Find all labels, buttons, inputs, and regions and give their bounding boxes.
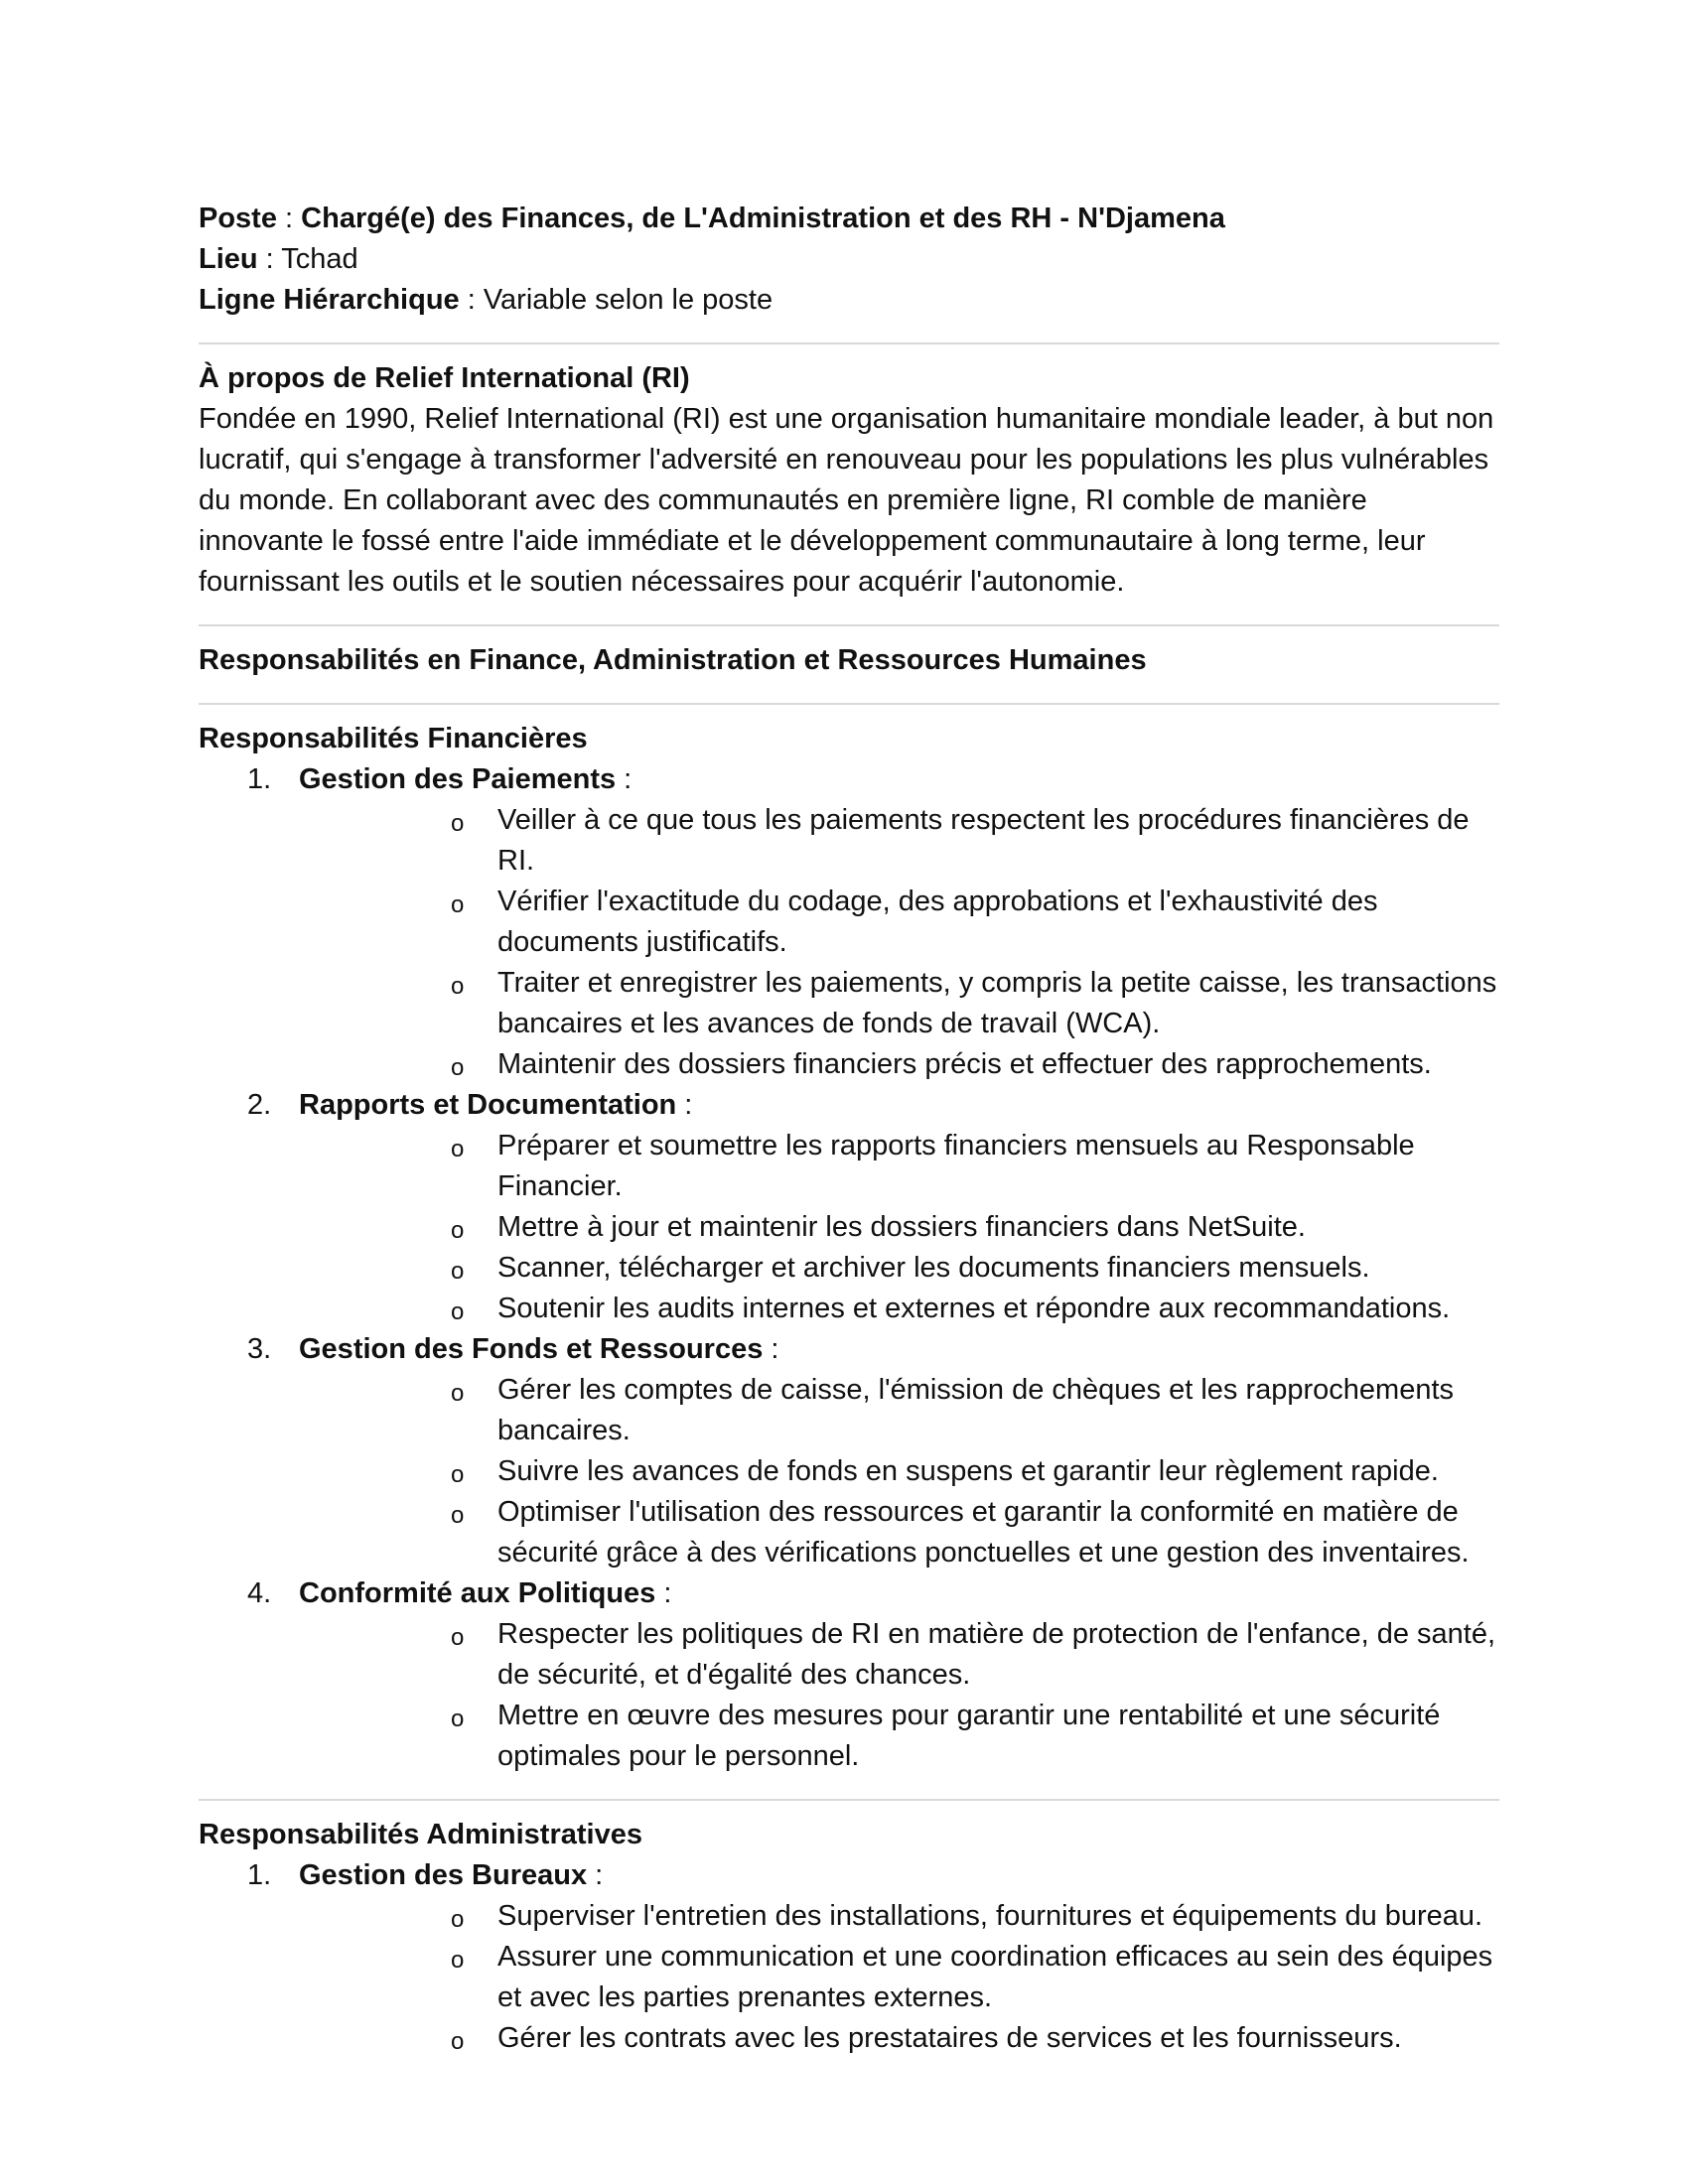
list-item: [199, 1573, 1499, 1777]
bullet-text: Mettre en œuvre des mesures pour garantir une rentabilité et une sécurité optimales pour le personnel.: [497, 1700, 1441, 1772]
bullet-list: [299, 1614, 1499, 1777]
bullet-icon: o: [451, 2028, 465, 2055]
bullet-item: [299, 1451, 1499, 1492]
job-header: [199, 199, 1499, 321]
ligne-separator: :: [459, 284, 484, 316]
lieu-line: [199, 239, 1499, 280]
item-title: Gestion des Bureaux: [299, 1859, 588, 1891]
bullet-list: [299, 1896, 1499, 2059]
lieu-separator: :: [257, 243, 282, 275]
bullet-item: [299, 1614, 1499, 1696]
item-title: Conformité aux Politiques: [299, 1577, 656, 1609]
item-suffix: :: [655, 1577, 672, 1609]
item-number: 1.: [247, 763, 272, 795]
bullet-icon: o: [451, 1380, 465, 1407]
bullet-icon: o: [451, 1906, 465, 1933]
bullet-text: Superviser l'entretien des installations, fournitures et équipements du bureau.: [497, 1900, 1483, 1932]
bullet-text: Maintenir des dossiers financiers précis et effectuer des rapprochements.: [497, 1048, 1432, 1080]
bullet-text: Soutenir les audits internes et externes et répondre aux recommandations.: [497, 1293, 1451, 1324]
bullet-list: [299, 800, 1499, 1085]
bullet-list: [299, 1370, 1499, 1573]
item-suffix: :: [616, 763, 633, 795]
lieu-value: Tchad: [281, 243, 358, 275]
bullet-item: [299, 1207, 1499, 1248]
divider: [199, 342, 1499, 344]
bullet-icon: o: [451, 1706, 465, 1732]
list-item: [199, 1329, 1499, 1573]
bullet-text: Optimiser l'utilisation des ressources et garantir la conformité en matière de sécurité grâce à des vérifications ponctuelles et une gestion des inventaires.: [497, 1496, 1470, 1569]
about-text: Fondée en 1990, Relief International (RI) est une organisation humanitaire mondiale leader, à but non lucratif, qui s'engage à transformer l'adversité en renouveau pour les populations les plus vulnérables du monde. En collaborant avec des communautés en première ligne, RI comble de manière innovante le fossé entre l'aide immédiate et le développement communautaire à long terme, leur fournissant les outils et le soutien nécessaires pour acquérir l'autonomie.: [199, 403, 1494, 598]
bullet-text: Scanner, télécharger et archiver les documents financiers mensuels.: [497, 1252, 1370, 1284]
bullet-item: [299, 1044, 1499, 1085]
poste-label: Poste: [199, 203, 277, 234]
bullet-text: Gérer les comptes de caisse, l'émission de chèques et les rapprochements bancaires.: [497, 1374, 1455, 1446]
bullet-icon: o: [451, 1217, 465, 1244]
ligne-value: Variable selon le poste: [483, 284, 774, 316]
item-suffix: :: [676, 1089, 693, 1121]
admin-list: [199, 1855, 1499, 2059]
poste-value: Chargé(e) des Finances, de L'Administration et des RH - N'Djamena: [301, 203, 1225, 234]
divider: [199, 703, 1499, 705]
ligne-line: [199, 280, 1499, 321]
bullet-item: [299, 1248, 1499, 1289]
bullet-text: Gérer les contrats avec les prestataires de services et les fournisseurs.: [497, 2022, 1402, 2054]
item-title: Gestion des Paiements: [299, 763, 617, 795]
admin-title: Responsabilités Administratives: [199, 1819, 642, 1850]
lieu-label: Lieu: [199, 243, 258, 275]
bullet-item: [299, 800, 1499, 882]
bullet-icon: o: [451, 1502, 465, 1529]
admin-section: [199, 1815, 1499, 2059]
bullet-icon: o: [451, 1947, 465, 1974]
bullet-icon: o: [451, 1298, 465, 1325]
bullet-text: Respecter les politiques de RI en matière de protection de l'enfance, de santé, de sécurité, et d'égalité des chances.: [497, 1618, 1496, 1691]
bullet-icon: o: [451, 891, 465, 918]
bullet-text: Vérifier l'exactitude du codage, des approbations et l'exhaustivité des documents justificatifs.: [497, 886, 1378, 958]
item-number: 4.: [247, 1577, 272, 1609]
bullet-item: [299, 1896, 1499, 1937]
bullet-icon: o: [451, 1258, 465, 1285]
poste-line: [199, 199, 1499, 239]
list-item: [199, 1855, 1499, 2059]
bullet-item: [299, 1370, 1499, 1451]
bullet-item: [299, 1289, 1499, 1329]
item-suffix: :: [763, 1333, 779, 1365]
bullet-icon: o: [451, 1054, 465, 1081]
bullet-item: [299, 882, 1499, 963]
bullet-item: [299, 1937, 1499, 2018]
financial-list: [199, 759, 1499, 1777]
bullet-text: Préparer et soumettre les rapports financiers mensuels au Responsable Financier.: [497, 1130, 1415, 1202]
about-title: À propos de Relief International (RI): [199, 362, 690, 394]
bullet-item: [299, 1696, 1499, 1777]
item-number: 3.: [247, 1333, 272, 1365]
bullet-icon: o: [451, 810, 465, 837]
item-title: Rapports et Documentation: [299, 1089, 677, 1121]
bullet-text: Suivre les avances de fonds en suspens et garantir leur règlement rapide.: [497, 1455, 1439, 1487]
bullet-item: [299, 2018, 1499, 2059]
divider: [199, 1799, 1499, 1801]
document-page: [199, 199, 1499, 2059]
poste-separator: :: [276, 203, 302, 234]
ligne-label: Ligne Hiérarchique: [199, 284, 460, 316]
bullet-text: Veiller à ce que tous les paiements respectent les procédures financières de RI.: [497, 804, 1470, 877]
item-suffix: :: [587, 1859, 604, 1891]
bullet-list: [299, 1126, 1499, 1329]
responsibilities-heading: Responsabilités en Finance, Administration et Ressources Humaines: [199, 644, 1147, 676]
list-item: [199, 759, 1499, 1085]
bullet-icon: o: [451, 973, 465, 1000]
divider: [199, 624, 1499, 626]
list-item: [199, 1085, 1499, 1329]
item-number: 2.: [247, 1089, 272, 1121]
financial-title: Responsabilités Financières: [199, 723, 588, 754]
bullet-icon: o: [451, 1136, 465, 1162]
financial-section: [199, 719, 1499, 1777]
bullet-item: [299, 1492, 1499, 1573]
bullet-icon: o: [451, 1624, 465, 1651]
item-title: Gestion des Fonds et Ressources: [299, 1333, 764, 1365]
bullet-text: Mettre à jour et maintenir les dossiers financiers dans NetSuite.: [497, 1211, 1306, 1243]
bullet-icon: o: [451, 1461, 465, 1488]
bullet-item: [299, 1126, 1499, 1207]
about-section: [199, 358, 1499, 603]
bullet-text: Traiter et enregistrer les paiements, y compris la petite caisse, les transactions bancaires et les avances de fonds de travail (WCA).: [497, 967, 1497, 1039]
bullet-item: [299, 963, 1499, 1044]
bullet-text: Assurer une communication et une coordination efficaces au sein des équipes et avec les parties prenantes externes.: [497, 1941, 1493, 2013]
item-number: 1.: [247, 1859, 272, 1891]
